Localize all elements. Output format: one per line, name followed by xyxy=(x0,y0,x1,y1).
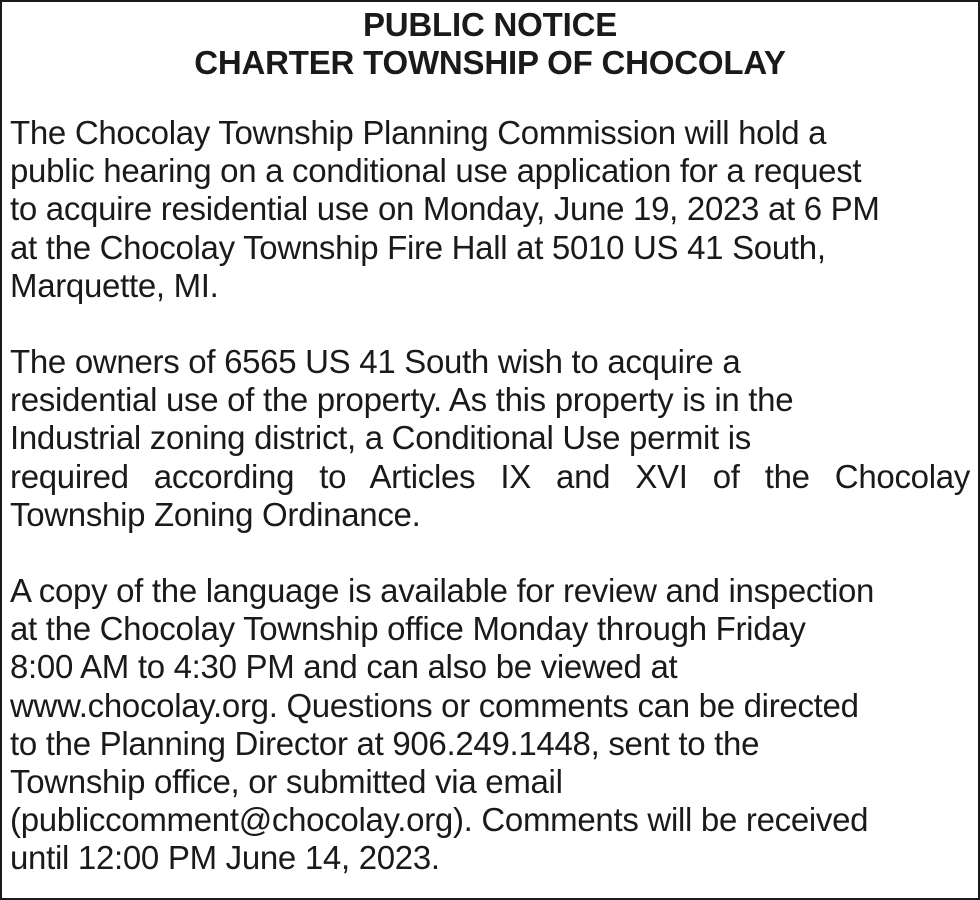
notice-subtitle: CHARTER TOWNSHIP OF CHOCOLAY xyxy=(194,44,786,81)
review-paragraph xyxy=(10,572,970,878)
text-line: Marquette, MI. xyxy=(10,266,219,304)
text-line: Industrial zoning district, a Conditional Use permit is xyxy=(10,419,752,457)
property-paragraph xyxy=(10,343,970,534)
paragraph-spacer xyxy=(10,534,970,572)
text-line: The Chocolay Township Planning Commission will hold a xyxy=(10,114,827,151)
text-line: until 12:00 PM June 14, 2023. xyxy=(10,839,440,877)
text-line: 8:00 AM to 4:30 PM and can also be viewed at xyxy=(10,648,678,686)
text-line: A copy of the language is available for review and inspection xyxy=(10,572,875,610)
notice-body xyxy=(10,114,970,878)
text-line: at the Chocolay Township office Monday through Friday xyxy=(10,610,806,648)
text-line: to acquire residential use on Monday, June 19, 2023 at 6 PM xyxy=(10,190,880,228)
text-line: residential use of the property. As this property is in the xyxy=(10,381,794,419)
notice-heading xyxy=(10,6,970,82)
text-line: required according to Articles IX and XVI of the Chocolay xyxy=(10,457,970,495)
text-line: The owners of 6565 US 41 South wish to acquire a xyxy=(10,343,741,381)
paragraph-spacer xyxy=(10,305,970,343)
text-line: at the Chocolay Township Fire Hall at 5010 US 41 South, xyxy=(10,228,826,266)
text-line: public hearing on a conditional use application for a request xyxy=(10,152,862,190)
text-line: to the Planning Director at 906.249.1448, sent to the xyxy=(10,724,760,762)
text-line: (publiccomment@chocolay.org). Comments will be received xyxy=(10,801,869,839)
text-line: Township Zoning Ordinance. xyxy=(10,495,421,533)
text-line: Township office, or submitted via email xyxy=(10,763,563,801)
text-line: www.chocolay.org. Questions or comments can be directed xyxy=(10,686,859,724)
hearing-paragraph xyxy=(10,114,970,305)
notice-title: PUBLIC NOTICE xyxy=(362,6,618,43)
